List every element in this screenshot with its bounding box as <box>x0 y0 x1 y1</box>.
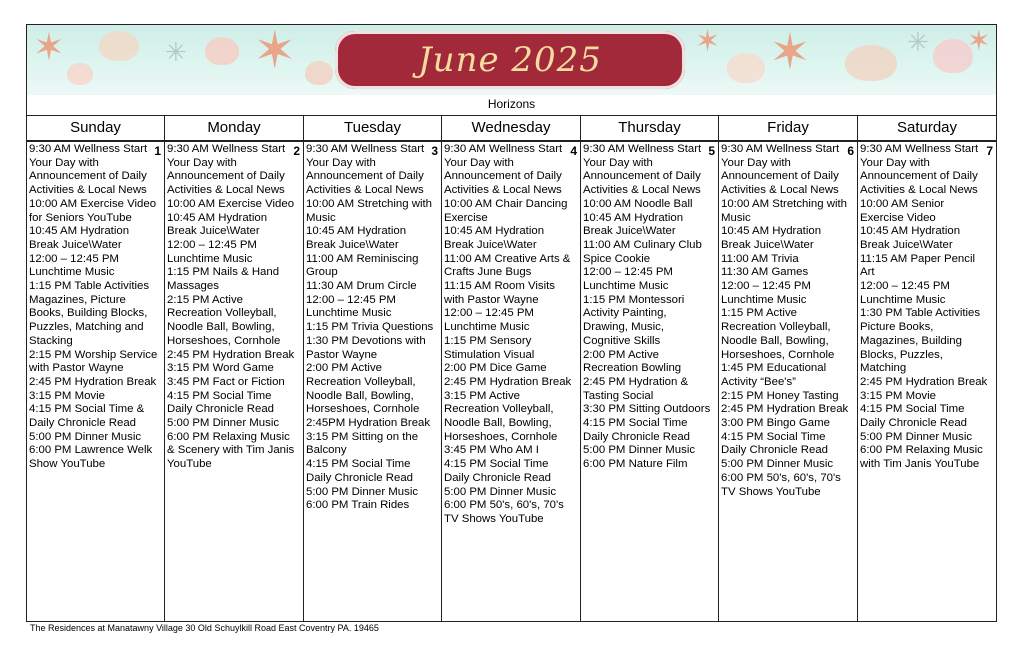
activity-line: Noodle Ball, Bowling, <box>306 389 414 402</box>
weekday-sunday: Sunday <box>27 116 165 140</box>
seashell-icon <box>205 37 239 65</box>
activity-line: 9:30 AM Wellness Start <box>167 143 286 155</box>
activity-line: Cognitive Skills <box>583 334 661 347</box>
activity-line: Magazines, Picture <box>29 293 126 306</box>
activity-line: 11:00 AM Creative Arts & <box>444 252 571 265</box>
activity-line: Break Juice\Water <box>306 238 399 251</box>
activity-line: 12:00 – 12:45 PM <box>444 307 534 320</box>
activity-line: 12:00 – 12:45 PM <box>306 293 396 306</box>
activity-line: 4:15 PM Social Time <box>306 458 411 471</box>
activity-line: Blocks, Puzzles, <box>860 348 943 361</box>
activity-line: 3:45 PM Who AM I <box>444 444 539 457</box>
activity-line: 1:30 PM Table Activities <box>860 307 981 320</box>
activity-line: 2:45 PM Hydration Break <box>444 375 572 388</box>
day-number: 6 <box>847 144 854 158</box>
activity-line: 1:45 PM Educational <box>721 362 827 375</box>
starfish-icon: ✶ <box>253 25 297 80</box>
activity-line: Your Day with <box>29 156 99 169</box>
activity-line: Show YouTube <box>29 458 106 471</box>
activity-line: 2:45 PM Hydration Break <box>721 403 849 416</box>
day-cell <box>581 142 719 621</box>
activity-line: Lunchtime Music <box>167 252 253 265</box>
activity-line: 5:00 PM Dinner Music <box>583 444 696 457</box>
activity-line: 11:00 AM Trivia <box>721 252 799 265</box>
activity-line: 2:45PM Hydration Break <box>306 417 431 430</box>
activity-line: Activities & Local News <box>860 184 978 197</box>
day-number: 5 <box>708 144 715 158</box>
activity-line: 2:00 PM Active <box>306 362 382 375</box>
activity-line: Announcement of Daily <box>721 170 839 183</box>
activity-line: Your Day with <box>444 156 514 169</box>
activity-line: 5:00 PM Dinner Music <box>444 485 557 498</box>
activity-line: Announcement of Daily <box>583 170 701 183</box>
activity-line: Exercise <box>444 211 488 224</box>
activity-line: Daily Chronicle Read <box>583 430 690 443</box>
day-number: 1 <box>154 144 161 158</box>
day-cell <box>858 142 996 621</box>
activity-line: 10:45 AM Hydration <box>306 225 407 238</box>
activity-line: Break Juice\Water <box>583 225 676 238</box>
activity-line: Lunchtime Music <box>29 266 115 279</box>
activity-line: 12:00 – 12:45 PM <box>583 266 673 279</box>
activity-line: Pastor Wayne <box>306 348 378 361</box>
activity-line: Music <box>721 211 751 224</box>
activity-line: 3:45 PM Fact or Fiction <box>167 375 285 388</box>
activity-line: Puzzles, Matching and <box>29 321 144 334</box>
activity-line: Lunchtime Music <box>306 307 392 320</box>
activity-line: 11:30 AM Drum Circle <box>306 280 417 293</box>
starfish-icon: ✶ <box>769 25 811 80</box>
day-cell <box>27 142 165 621</box>
activity-line: 10:00 AM Exercise Video <box>167 197 295 210</box>
activity-line: Daily Chronicle Read <box>860 417 967 430</box>
weekday-tuesday: Tuesday <box>304 116 442 140</box>
activity-line: Announcement of Daily <box>167 170 285 183</box>
starfish-icon: ✶ <box>967 25 991 56</box>
activity-line: 3:15 PM Movie <box>29 389 105 402</box>
activity-line: Recreation Bowling <box>583 362 682 375</box>
activity-line: 9:30 AM Wellness Start <box>29 143 148 155</box>
activity-line: 2:15 PM Worship Service <box>29 348 158 361</box>
activity-line: 2:15 PM Honey Tasting <box>721 389 839 402</box>
day-cell <box>719 142 858 621</box>
activity-line: 4:15 PM Social Time & <box>29 403 145 416</box>
activity-line: 11:15 AM Paper Pencil <box>860 252 976 265</box>
activity-line: 12:00 – 12:45 PM <box>860 280 950 293</box>
activity-line: 10:00 AM Senior <box>860 197 945 210</box>
activity-line: 10:00 AM Exercise Video <box>29 197 157 210</box>
activity-line: Recreation Volleyball, <box>444 403 554 416</box>
calendar-frame <box>26 24 997 622</box>
activity-line: 5:00 PM Dinner Music <box>306 485 419 498</box>
activity-line: 6:00 PM Train Rides <box>306 499 410 512</box>
activity-line: 1:15 PM Nails & Hand <box>167 266 280 279</box>
activity-line: Noodle Ball, Bowling, <box>444 417 552 430</box>
activity-line: Daily Chronicle Read <box>167 403 274 416</box>
activity-line: 5:00 PM Dinner Music <box>167 417 280 430</box>
activity-line: Stimulation Visual <box>444 348 535 361</box>
activity-line: 11:00 AM Culinary Club <box>583 238 702 251</box>
activity-line: Lunchtime Music <box>721 293 807 306</box>
activity-line: Activity Painting, <box>583 307 667 320</box>
activity-line: Your Day with <box>306 156 376 169</box>
activity-line: 2:45 PM Hydration & <box>583 375 689 388</box>
calendar-title: June 2025 <box>418 40 602 80</box>
activity-line: 9:30 AM Wellness Start <box>721 143 840 155</box>
activity-line: with Tim Janis YouTube <box>860 458 980 471</box>
seashell-icon <box>67 63 93 85</box>
activity-line: 2:45 PM Hydration Break <box>29 375 157 388</box>
activity-line: Balcony <box>306 444 347 457</box>
activity-line: 4:15 PM Social Time <box>721 430 826 443</box>
banner <box>27 25 996 95</box>
activity-line: & Scenery with Tim Janis <box>167 444 295 457</box>
activity-line: 10:00 AM Stretching with <box>721 197 847 210</box>
activity-line: Art <box>860 266 875 279</box>
activity-line: 9:30 AM Wellness Start <box>306 143 425 155</box>
activity-line: Your Day with <box>583 156 653 169</box>
activity-line: 9:30 AM Wellness Start <box>583 143 702 155</box>
activity-line: 4:15 PM Social Time <box>583 417 688 430</box>
activity-line: 10:45 AM Hydration <box>721 225 822 238</box>
weekday-wednesday: Wednesday <box>442 116 581 140</box>
activity-line: Announcement of Daily <box>444 170 562 183</box>
activity-line: 10:00 AM Chair Dancing <box>444 197 568 210</box>
activity-line: Group <box>306 266 338 279</box>
calendar-grid <box>27 142 996 621</box>
activity-line: 6:00 PM Relaxing Music <box>167 430 290 443</box>
activity-line: 1:15 PM Montessori <box>583 293 685 306</box>
activity-line: Break Juice\Water <box>721 238 814 251</box>
activity-line: 10:45 AM Hydration <box>29 225 130 238</box>
day-number: 2 <box>293 144 300 158</box>
activity-line: 4:15 PM Social Time <box>860 403 965 416</box>
activity-line: Horseshoes, Cornhole <box>167 334 281 347</box>
activity-line: Announcement of Daily <box>306 170 424 183</box>
activity-line: Activities & Local News <box>167 184 285 197</box>
activity-line: 6:00 PM Lawrence Welk <box>29 444 153 457</box>
activity-line: Daily Chronicle Read <box>721 444 828 457</box>
day-cell <box>165 142 304 621</box>
weekday-friday: Friday <box>719 116 858 140</box>
activity-line: 9:30 AM Wellness Start <box>860 143 979 155</box>
calendar-subtitle: Horizons <box>487 97 536 111</box>
activity-line: Daily Chronicle Read <box>29 417 136 430</box>
starfish-icon: ✳ <box>165 37 187 67</box>
activity-line: 5:00 PM Dinner Music <box>721 458 834 471</box>
activity-line: 10:45 AM Hydration <box>860 225 961 238</box>
activity-line: 2:00 PM Active <box>583 348 659 361</box>
activity-line: 6:00 PM Relaxing Music <box>860 444 983 457</box>
day-number: 3 <box>431 144 438 158</box>
weekday-thursday: Thursday <box>581 116 719 140</box>
activity-line: Lunchtime Music <box>444 321 530 334</box>
activity-line: Activities & Local News <box>29 184 147 197</box>
activity-line: Magazines, Building <box>860 334 962 347</box>
activity-line: Activity “Bee's” <box>721 375 796 388</box>
day-cell <box>304 142 442 621</box>
activity-line: TV Shows YouTube <box>444 512 544 525</box>
activity-line: 10:00 AM Noodle Ball <box>583 197 693 210</box>
activity-line: Books, Building Blocks, <box>29 307 148 320</box>
activity-line: 11:30 AM Games <box>721 266 809 279</box>
activity-line: Announcement of Daily <box>860 170 978 183</box>
activity-line: Daily Chronicle Read <box>306 471 413 484</box>
activity-line: TV Shows YouTube <box>721 485 821 498</box>
activity-line: Break Juice\Water <box>444 238 537 251</box>
activity-line: Exercise Video <box>860 211 936 224</box>
activity-line: 3:00 PM Bingo Game <box>721 417 830 430</box>
activity-line: Music <box>306 211 336 224</box>
activity-line: 4:15 PM Social Time <box>444 458 549 471</box>
activity-line: 2:45 PM Hydration Break <box>860 375 988 388</box>
seashell-icon <box>305 61 333 85</box>
activity-line: Recreation Volleyball, <box>306 375 416 388</box>
day-number: 4 <box>570 144 577 158</box>
activity-line: Recreation Volleyball, <box>167 307 277 320</box>
activity-line: Stacking <box>29 334 73 347</box>
activity-line: 10:00 AM Stretching with <box>306 197 432 210</box>
weekday-header-row <box>27 115 996 142</box>
activity-line: Announcement of Daily <box>29 170 147 183</box>
seashell-icon <box>845 45 897 81</box>
activity-line: 3:15 PM Movie <box>860 389 936 402</box>
activity-line: 11:00 AM Reminiscing <box>306 252 419 265</box>
activity-line: 2:00 PM Dice Game <box>444 362 547 375</box>
activity-line: Lunchtime Music <box>583 280 669 293</box>
activity-line: Activities & Local News <box>721 184 839 197</box>
activity-line: Recreation Volleyball, <box>721 321 831 334</box>
starfish-icon: ✳ <box>907 27 929 57</box>
activity-line: 10:45 AM Hydration <box>444 225 545 238</box>
activity-line: Daily Chronicle Read <box>444 471 551 484</box>
activity-line: 10:45 AM Hydration <box>167 211 268 224</box>
activity-line: Noodle Ball, Bowling, <box>167 321 275 334</box>
activity-line: Your Day with <box>721 156 791 169</box>
activity-line: 1:15 PM Sensory <box>444 334 532 347</box>
activity-line: Break Juice\Water <box>29 238 122 251</box>
weekday-saturday: Saturday <box>896 119 958 136</box>
activity-line: with Pastor Wayne <box>29 362 124 375</box>
activity-line: 9:30 AM Wellness Start <box>444 143 563 155</box>
activity-line: Picture Books, <box>860 321 934 334</box>
activity-line: Break Juice\Water <box>167 225 260 238</box>
activity-line: 3:15 PM Word Game <box>167 362 274 375</box>
activity-line: 1:30 PM Devotions with <box>306 334 426 347</box>
activity-line: Spice Cookie <box>583 252 651 265</box>
activity-line: 6:00 PM 50's, 60's, 70's <box>444 499 564 512</box>
activity-line: 6:00 PM 50's, 60's, 70's <box>721 471 841 484</box>
activity-line: Horseshoes, Cornhole <box>306 403 420 416</box>
activity-line: YouTube <box>167 458 212 471</box>
seashell-icon <box>727 53 765 83</box>
footer-address: The Residences at Manatawny Village 30 Old Schuylkill Road East Coventry PA. 19465 <box>30 623 379 633</box>
activity-line: 12:00 – 12:45 PM <box>721 280 811 293</box>
activity-line: Crafts June Bugs <box>444 266 532 279</box>
activity-line: 1:15 PM Table Activities <box>29 280 150 293</box>
activity-line: for Seniors YouTube <box>29 211 132 224</box>
day-number: 7 <box>986 144 993 158</box>
activity-line: 3:15 PM Sitting on the <box>306 430 419 443</box>
activity-line: Your Day with <box>860 156 930 169</box>
activity-line: Massages <box>167 280 219 293</box>
activity-line: Break Juice\Water <box>860 238 953 251</box>
activity-line: 10:45 AM Hydration <box>583 211 684 224</box>
activity-line: 2:15 PM Active <box>167 293 243 306</box>
activity-line: Lunchtime Music <box>860 293 946 306</box>
activity-line: 12:00 – 12:45 PM <box>29 252 119 265</box>
activity-line: Drawing, Music, <box>583 321 665 334</box>
activity-line: Your Day with <box>167 156 237 169</box>
activity-line: 1:15 PM Active <box>721 307 797 320</box>
activity-line: 4:15 PM Social Time <box>167 389 272 402</box>
activity-line: Activities & Local News <box>306 184 424 197</box>
activity-line: Activities & Local News <box>583 184 701 197</box>
day-cell <box>442 142 581 621</box>
activity-line: 11:15 AM Room Visits <box>444 280 556 293</box>
activity-line: 5:00 PM Dinner Music <box>29 430 142 443</box>
activity-line: Matching <box>860 362 907 375</box>
activity-line: 6:00 PM Nature Film <box>583 458 688 471</box>
starfish-icon: ✶ <box>695 25 721 58</box>
activity-line: 12:00 – 12:45 PM <box>167 238 257 251</box>
activity-line: 5:00 PM Dinner Music <box>860 430 973 443</box>
activity-line: 2:45 PM Hydration Break <box>167 348 295 361</box>
activity-line: 1:15 PM Trivia Questions <box>306 321 434 334</box>
seashell-icon <box>99 31 139 61</box>
activity-line: Horseshoes, Cornhole <box>721 348 835 361</box>
activity-line: Noodle Ball, Bowling, <box>721 334 829 347</box>
starfish-icon: ✶ <box>33 27 65 69</box>
activity-line: with Pastor Wayne <box>444 293 539 306</box>
activity-line: 3:30 PM Sitting Outdoors <box>583 403 711 416</box>
title-banner <box>335 31 685 89</box>
activity-line: 3:15 PM Active <box>444 389 520 402</box>
activity-line: Tasting Social <box>583 389 654 402</box>
activity-line: Horseshoes, Cornhole <box>444 430 558 443</box>
weekday-monday: Monday <box>165 116 304 140</box>
activity-line: Activities & Local News <box>444 184 562 197</box>
